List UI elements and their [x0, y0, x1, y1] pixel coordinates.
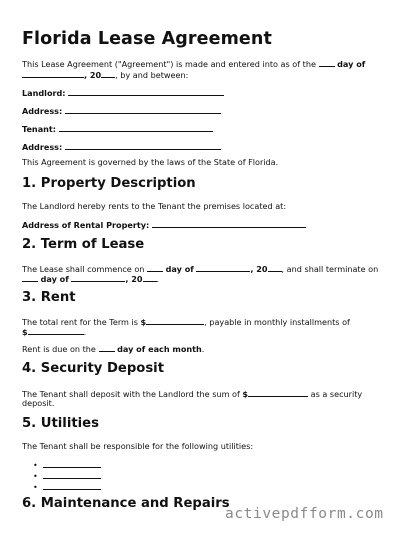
utilities-text: The Tenant shall be responsible for the following utilities: [22, 441, 254, 451]
section-4-heading: 4. Security Deposit [22, 361, 165, 376]
tenant-address-field[interactable] [65, 141, 221, 150]
rent-total-field[interactable] [146, 316, 204, 325]
utility-field-2[interactable] [43, 470, 101, 479]
tenant-address-label: Address: [22, 142, 63, 152]
end-day-blank[interactable] [22, 273, 38, 282]
bullet-icon: • [33, 483, 38, 492]
day-blank[interactable] [319, 58, 335, 67]
rental-address-line [22, 219, 306, 231]
term-line-2 [22, 273, 159, 285]
section-1-text: The Landlord hereby rents to the Tenant the premises located at: [22, 201, 287, 211]
term-day-of: day of [165, 264, 194, 274]
term-end-day-of: day of [40, 274, 69, 284]
document-title: Florida Lease Agreement [22, 29, 272, 49]
end-year-blank[interactable] [143, 273, 157, 282]
rent-due-day-blank[interactable] [99, 343, 115, 352]
intro-year-prefix: , 20 [84, 70, 102, 80]
rent-due-line [22, 343, 204, 355]
utility-field-1[interactable] [43, 459, 101, 468]
deposit-text: The Tenant shall deposit with the Landlord the sum of [22, 389, 240, 399]
deposit-line-2: deposit. [22, 398, 55, 408]
start-year-blank[interactable] [268, 263, 282, 272]
term-terminate-text: , and shall terminate on [281, 264, 379, 274]
tenant-line [22, 123, 213, 135]
deposit-amount-field[interactable] [248, 388, 308, 397]
rental-address-label: Address of Rental Property: [22, 220, 150, 230]
start-day-blank[interactable] [147, 263, 163, 272]
deposit-line-1 [22, 388, 362, 400]
utility-field-3[interactable] [43, 481, 101, 490]
bullet-icon: • [33, 461, 38, 470]
rent-total-text: The total rent for the Term is [22, 317, 138, 327]
rent-monthly-field[interactable] [28, 326, 84, 335]
year-blank[interactable] [101, 69, 115, 78]
section-1-heading: 1. Property Description [22, 176, 196, 191]
landlord-address-line [22, 105, 221, 117]
section-2-heading: 2. Term of Lease [22, 237, 145, 252]
rent-line-2 [22, 326, 86, 338]
tenant-field[interactable] [59, 123, 213, 132]
term-end-year-prefix: , 20 [125, 274, 143, 284]
landlord-line [22, 87, 224, 99]
term-year-prefix: , 20 [250, 264, 268, 274]
landlord-address-label: Address: [22, 106, 63, 116]
term-period: . [156, 274, 160, 284]
rent-due-text: Rent is due on the [22, 344, 96, 354]
rent-due-day-of-month: day of each month [117, 344, 202, 354]
watermark-text: activepdfform.com [225, 506, 384, 522]
landlord-field[interactable] [68, 87, 224, 96]
tenant-label: Tenant: [22, 124, 57, 134]
utility-item-3 [33, 481, 101, 493]
intro-line-2 [22, 69, 188, 81]
rent-dollar: $ [140, 317, 147, 327]
rent-period: . [83, 327, 87, 337]
section-5-heading: 5. Utilities [22, 416, 99, 431]
landlord-label: Landlord: [22, 88, 66, 98]
governed-text: This Agreement is governed by the laws of the State of Florida. [22, 157, 279, 167]
deposit-security-text: as a security [310, 389, 363, 399]
rent-due-period: . [201, 344, 205, 354]
section-3-heading: 3. Rent [22, 290, 76, 305]
intro-day-of: day of [337, 59, 366, 69]
term-commence-text: The Lease shall commence on [22, 264, 145, 274]
start-month-blank[interactable] [196, 263, 250, 272]
tenant-address-line [22, 141, 221, 153]
section-6-heading: 6. Maintenance and Repairs [22, 496, 230, 511]
month-blank[interactable] [22, 69, 84, 78]
rent-installments-text: , payable in monthly installments of [204, 317, 350, 327]
landlord-address-field[interactable] [65, 105, 221, 114]
deposit-dollar: $ [242, 389, 249, 399]
rent-dollar-2: $ [22, 327, 28, 337]
bullet-icon: • [33, 472, 38, 481]
rental-address-field[interactable] [152, 219, 306, 228]
end-month-blank[interactable] [71, 273, 125, 282]
intro-by-between: , by and between: [115, 70, 189, 80]
intro-text: This Lease Agreement ("Agreement") is made and entered into as of the [22, 59, 316, 69]
